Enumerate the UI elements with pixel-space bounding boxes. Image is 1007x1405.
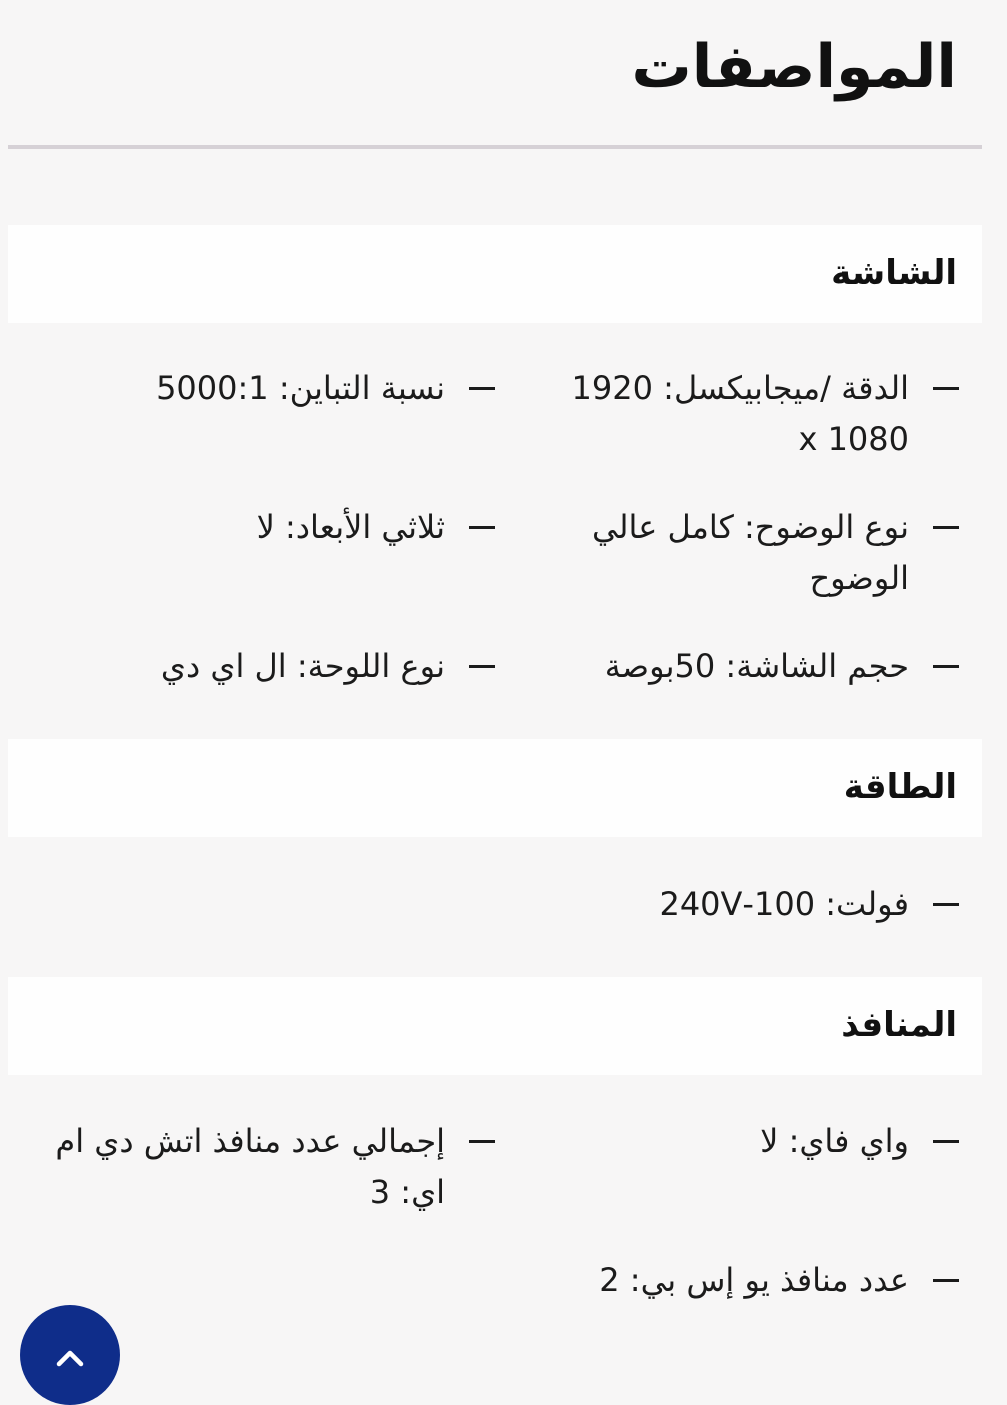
title-divider (8, 145, 982, 149)
spec-item-resolution (545, 363, 959, 465)
spec-item-screen-size (545, 641, 959, 692)
spec-text: عدد منافذ يو إس بي: 2 (599, 1261, 909, 1299)
spec-text: حجم الشاشة: 50بوصة (604, 647, 909, 685)
spec-text: نوع اللوحة: ال اي دي (160, 647, 445, 685)
spec-text: نسبة التباين: 5000:1 (156, 369, 445, 407)
section-title: الطاقة (843, 767, 957, 807)
spec-item-voltage (545, 879, 959, 930)
dash-bullet-icon (469, 387, 495, 390)
spec-text: الدقة /ميجابيكسل: 1920 x 1080 (571, 369, 909, 458)
dash-bullet-icon (933, 387, 959, 390)
dash-bullet-icon (469, 665, 495, 668)
dash-bullet-icon (933, 1140, 959, 1143)
spec-text: واي فاي: لا (760, 1122, 909, 1160)
page-title: المواصفات (631, 32, 957, 102)
dash-bullet-icon (933, 665, 959, 668)
section-header-display (8, 225, 982, 323)
dash-bullet-icon (933, 1279, 959, 1282)
section-header-ports (8, 977, 982, 1075)
spec-item-usb-ports (545, 1255, 959, 1306)
spec-item-hdmi-ports (25, 1116, 495, 1218)
spec-item-wifi (545, 1116, 959, 1167)
spec-item-contrast-ratio (25, 363, 495, 414)
section-title: الشاشة (831, 253, 957, 293)
dash-bullet-icon (933, 903, 959, 906)
spec-item-3d (25, 502, 495, 553)
dash-bullet-icon (933, 526, 959, 529)
spec-item-panel-type (25, 641, 495, 692)
spec-text: إجمالي عدد منافذ اتش دي ام اي: 3 (55, 1122, 445, 1211)
dash-bullet-icon (469, 1140, 495, 1143)
chevron-up-icon (54, 1342, 86, 1374)
spec-item-definition-type (545, 502, 959, 604)
spec-text: فولت: 100-240V (659, 885, 909, 923)
section-title: المنافذ (841, 1005, 957, 1045)
dash-bullet-icon (469, 526, 495, 529)
spec-text: نوع الوضوح: كامل عالي الوضوح (592, 508, 909, 597)
scroll-to-top-button[interactable] (20, 1305, 120, 1405)
spec-text: ثلاثي الأبعاد: لا (256, 508, 445, 546)
section-header-power (8, 739, 982, 837)
